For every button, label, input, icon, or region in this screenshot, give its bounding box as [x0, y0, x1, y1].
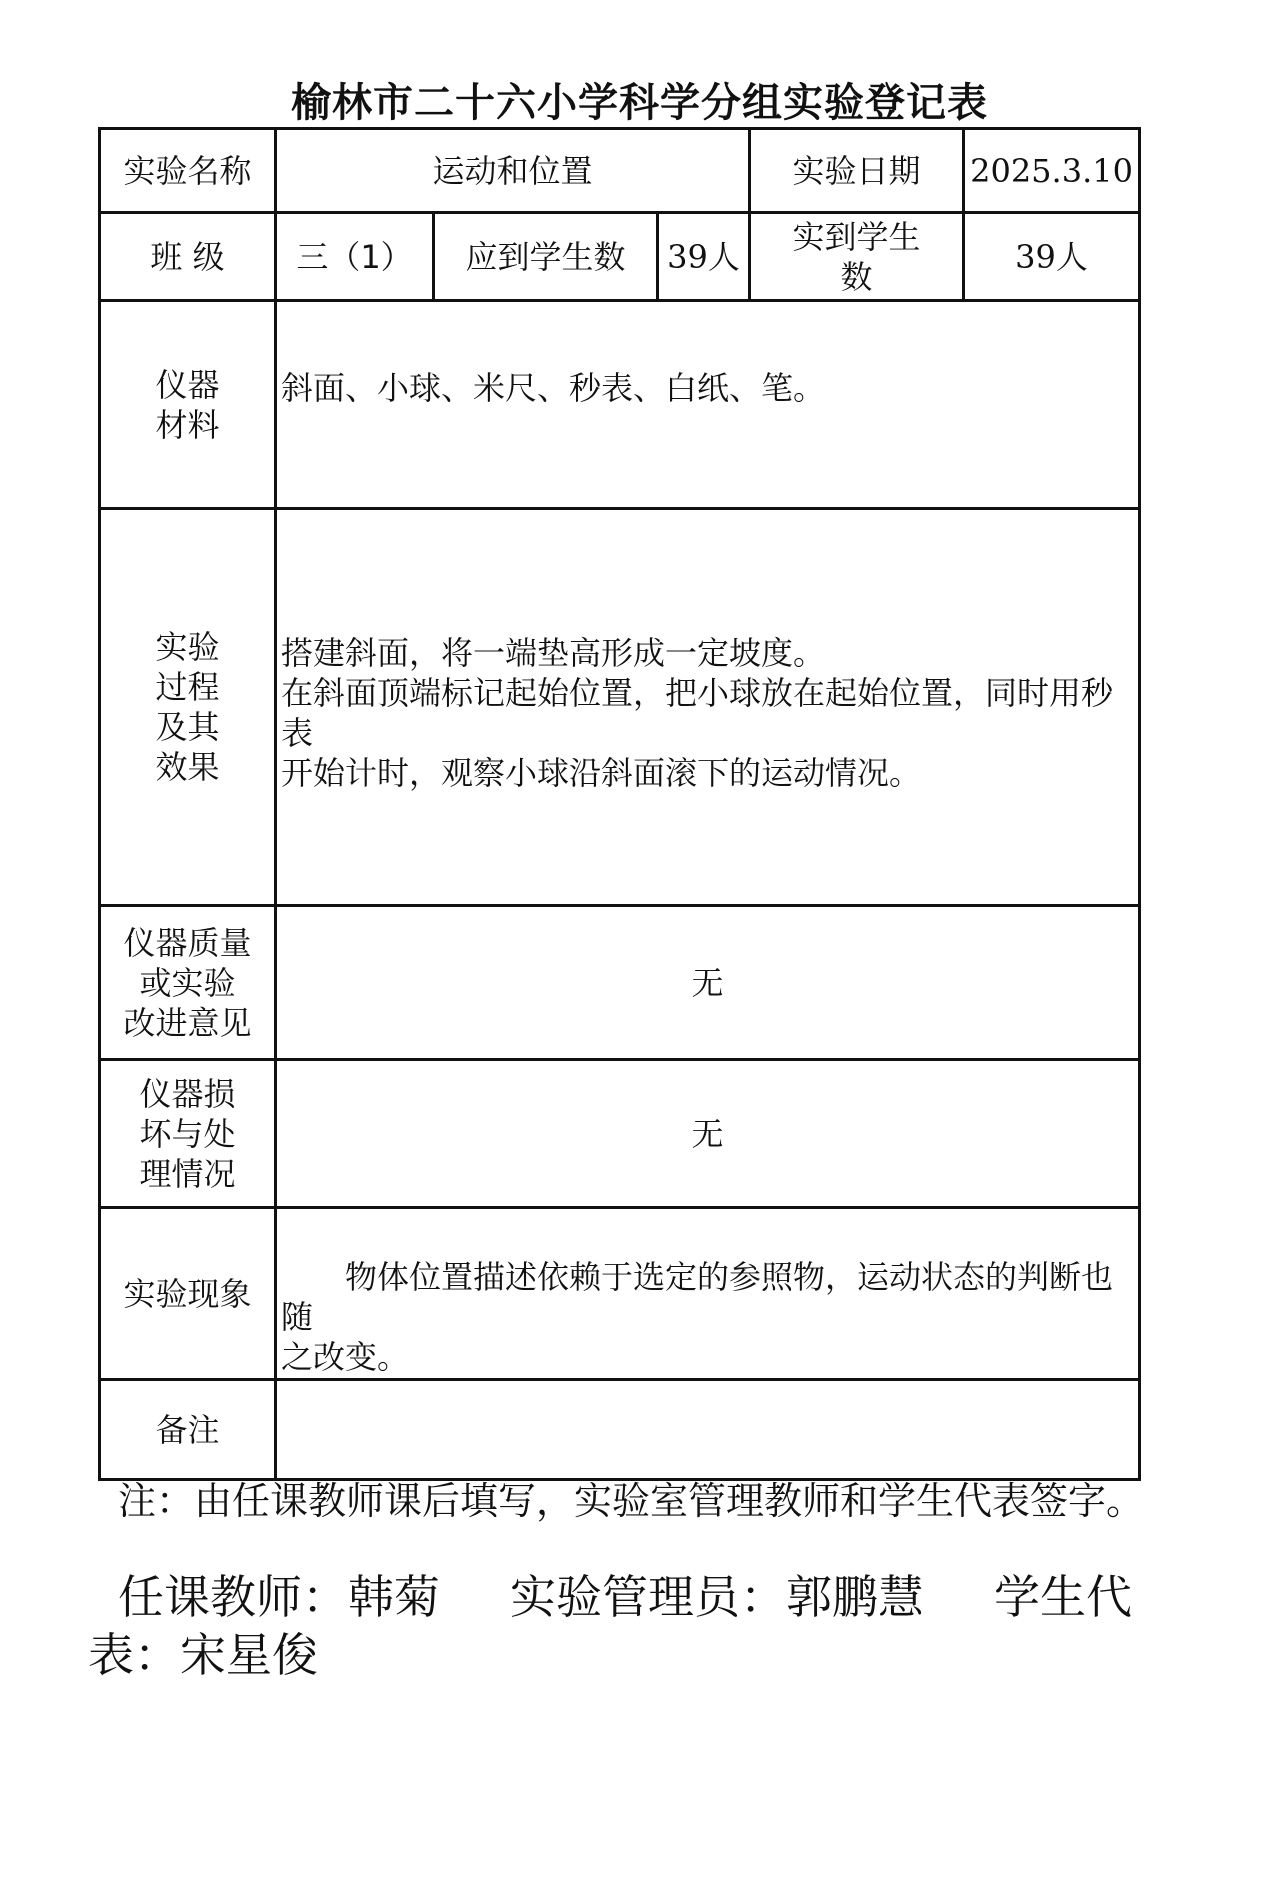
quality-label [100, 906, 276, 1060]
phenomenon-line-2: 之改变。 [281, 1338, 410, 1376]
phenomenon-value [276, 1208, 1140, 1380]
quality-value: 无 [276, 906, 1140, 1060]
damage-value: 无 [276, 1060, 1140, 1208]
expected-students-value: 39人 [658, 213, 750, 301]
row-phenomenon [100, 1208, 1140, 1380]
actual-students-label [750, 213, 964, 301]
footer-note-line-2: 字。 [1068, 1479, 1145, 1523]
damage-label-line-1: 仪器损 [139, 1074, 236, 1113]
process-value [276, 509, 1140, 906]
student-signature-part-2: 表：宋星俊 [88, 1628, 318, 1682]
damage-label [100, 1060, 276, 1208]
process-line-3: 开始计时，观察小球沿斜面滚下的运动情况。 [281, 754, 922, 792]
remarks-label: 备注 [100, 1380, 276, 1480]
admin-signature: 实验管理员：郭鹏慧 [510, 1570, 924, 1624]
quality-label-line-1: 仪器质量 [123, 923, 252, 962]
materials-label-line-1: 仪器 [155, 365, 220, 404]
phenomenon-label: 实验现象 [100, 1208, 276, 1380]
process-label-line-4: 效果 [155, 748, 220, 786]
actual-students-label-line-2: 数 [840, 257, 873, 296]
materials-label [100, 301, 276, 509]
damage-label-line-2: 坏与处 [139, 1114, 236, 1153]
row-materials [100, 301, 1140, 509]
teacher-signature: 任课教师：韩菊 [118, 1570, 440, 1624]
process-line-2: 在斜面顶端标记起始位置，把小球放在起始位置，同时用秒表 [281, 674, 1114, 752]
row-quality [100, 906, 1140, 1060]
quality-label-line-3: 改进意见 [123, 1003, 252, 1042]
experiment-register-table [98, 127, 1141, 1481]
date-label: 实验日期 [750, 129, 964, 213]
row-process [100, 509, 1140, 906]
process-label-line-2: 过程 [155, 668, 220, 706]
class-label: 班 级 [100, 213, 276, 301]
row-class [100, 213, 1140, 301]
row-remarks [100, 1380, 1140, 1480]
student-signature-part-1: 学生代 [994, 1570, 1132, 1624]
process-label-line-3: 及其 [155, 708, 220, 746]
footer-note-line-1: 注：由任课教师课后填写，实验室管理教师和学生代表签 [118, 1479, 1069, 1523]
remarks-value [276, 1380, 1140, 1480]
row-experiment-name [100, 129, 1140, 213]
process-label [100, 509, 276, 906]
damage-label-line-3: 理情况 [139, 1154, 236, 1193]
footer-note [90, 1478, 1170, 1524]
materials-label-line-2: 材料 [155, 405, 220, 444]
materials-value: 斜面、小球、米尺、秒表、白纸、笔。 [276, 301, 1140, 509]
expected-students-label: 应到学生数 [434, 213, 658, 301]
actual-students-label-line-1: 实到学生 [792, 217, 921, 256]
date-value: 2025.3.10 [964, 129, 1140, 213]
row-damage [100, 1060, 1140, 1208]
quality-label-line-2: 或实验 [139, 963, 236, 1002]
experiment-name-label: 实验名称 [100, 129, 276, 213]
process-label-line-1: 实验 [155, 628, 220, 666]
actual-students-value: 39人 [964, 213, 1140, 301]
experiment-name-value: 运动和位置 [276, 129, 750, 213]
process-line-1: 搭建斜面，将一端垫高形成一定坡度。 [281, 634, 826, 672]
form-title: 榆林市二十六小学科学分组实验登记表 [291, 80, 988, 126]
class-value: 三（1） [276, 213, 434, 301]
phenomenon-line-1: 物体位置描述依赖于选定的参照物，运动状态的判断也随 [281, 1258, 1114, 1336]
signature-line [88, 1568, 1168, 1684]
